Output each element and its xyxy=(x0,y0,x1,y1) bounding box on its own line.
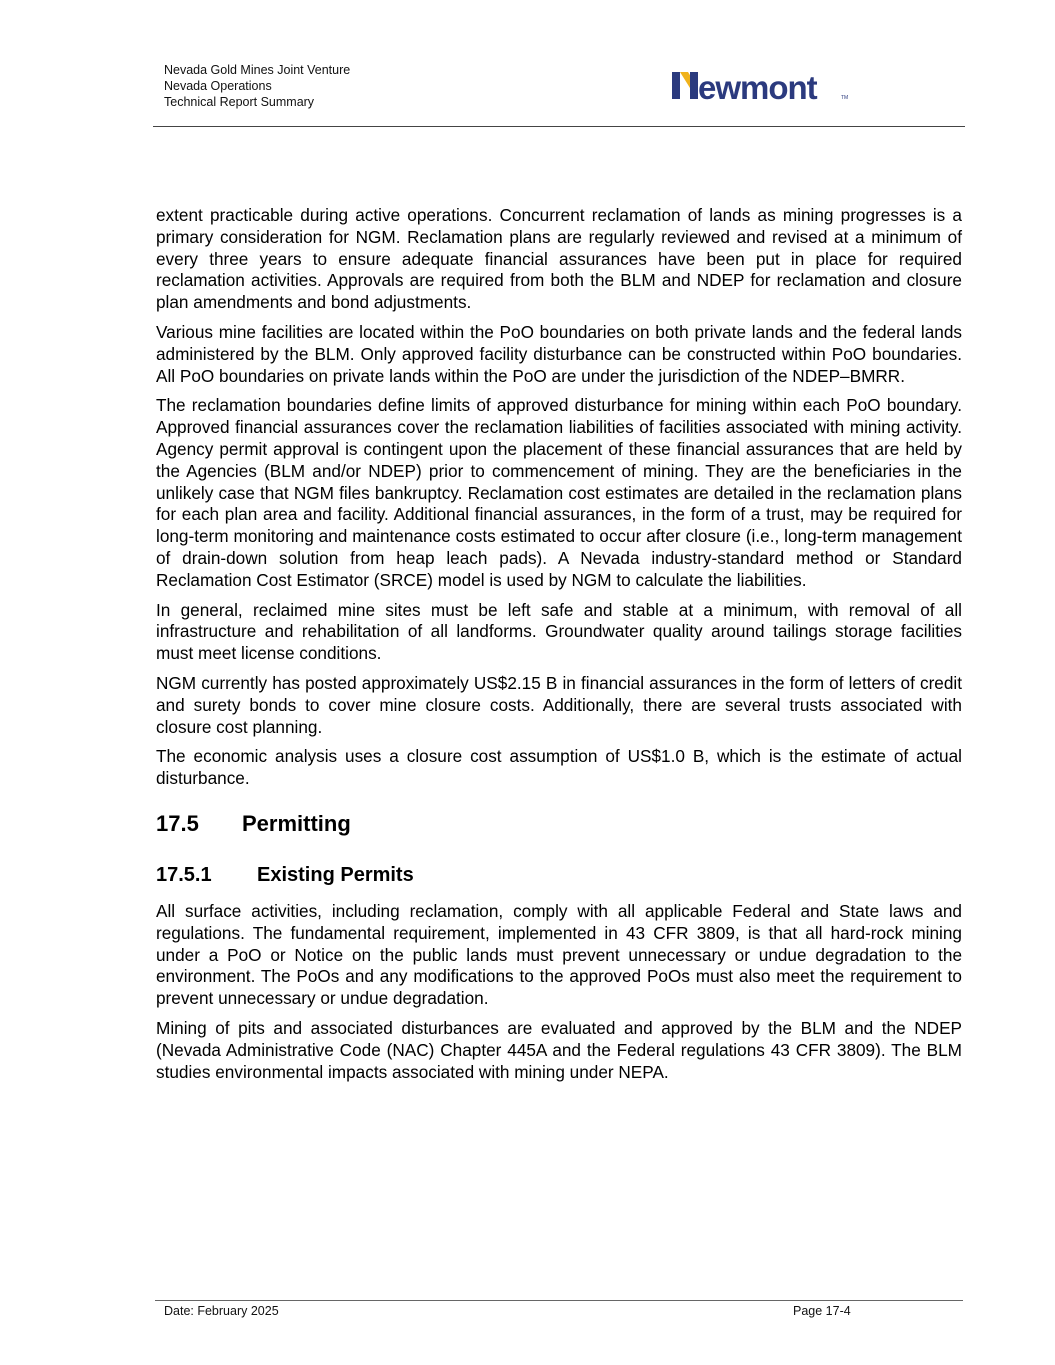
subsection-title: Existing Permits xyxy=(257,863,414,886)
page-content xyxy=(156,205,962,1091)
header-divider xyxy=(153,126,965,127)
subsection-number: 17.5.1 xyxy=(156,863,212,886)
footer-page-number: Page 17-4 xyxy=(793,1304,851,1318)
logo-n-left-stroke xyxy=(672,72,680,99)
page-header xyxy=(164,62,864,122)
body-paragraph: Mining of pits and associated disturbances are evaluated and approved by the BLM and the NDEP (Nevada Administrative Code (NAC) Chapter 445A and the Federal regulations 43 CFR 3809). The BLM studies environmental impacts associated with mining under NEPA. xyxy=(156,1017,962,1082)
newmont-logo-graphic xyxy=(671,66,851,106)
section-title: Permitting xyxy=(242,810,351,836)
header-line-company: Nevada Gold Mines Joint Venture xyxy=(164,63,351,77)
section-heading xyxy=(156,810,962,838)
body-paragraph: NGM currently has posted approximately US$2.15 B in financial assurances in the form of letters of credit and surety bonds to cover mine closure costs. Additionally, there are several trusts associated with closure cost planning. xyxy=(156,672,962,737)
footer-divider xyxy=(155,1300,963,1301)
logo-trademark: TM xyxy=(841,95,849,101)
header-line-report: Technical Report Summary xyxy=(164,95,315,109)
logo-n-right-stroke xyxy=(690,72,698,99)
header-line-operations: Nevada Operations xyxy=(164,79,272,93)
body-paragraph: In general, reclaimed mine sites must be left safe and stable at a minimum, with removal of all infrastructure and rehabilitation of all landforms. Groundwater quality around tailings storage facilities must meet license conditions. xyxy=(156,599,962,664)
logo-wordmark: ewmont xyxy=(698,69,817,106)
footer-date: Date: February 2025 xyxy=(164,1304,279,1318)
header-text-block xyxy=(164,62,350,110)
newmont-logo xyxy=(671,66,851,106)
body-paragraph: All surface activities, including reclamation, comply with all applicable Federal and State laws and regulations. The fundamental requirement, implemented in 43 CFR 3809, is that all hard-rock mining under a PoO or Notice on the public lands must prevent unnecessary or undue degradation to the environment. The PoOs and any modifications to the approved PoOs must also meet the requirement to prevent unnecessary or undue degradation. xyxy=(156,900,962,1009)
section-number: 17.5 xyxy=(156,810,199,836)
subsection-heading xyxy=(156,862,962,888)
body-paragraph: Various mine facilities are located within the PoO boundaries on both private lands and the federal lands administered by the BLM. Only approved facility disturbance can be constructed within PoO boundaries. All PoO boundaries on private lands within the PoO are under the jurisdiction of the NDEP–BMRR. xyxy=(156,321,962,386)
body-paragraph: extent practicable during active operations. Concurrent reclamation of lands as mining progresses is a primary consideration for NGM. Reclamation plans are regularly reviewed and revised at a minimum of every three years to ensure adequate financial assurances have been put in place for required reclamation activities. Approvals are required from both the BLM and NDEP for reclamation and closure plan amendments and bond adjustments. xyxy=(156,205,962,313)
body-paragraph: The reclamation boundaries define limits of approved disturbance for mining within each PoO boundary. Approved financial assurances cover the reclamation liabilities of facilities associated with mining activity. Agency permit approval is contingent upon the placement of these financial assurances that are held by the Agencies (BLM and/or NDEP) prior to commencement of mining. They are the beneficiaries in the unlikely case that NGM files bankruptcy. Reclamation cost estimates are detailed in the reclamation plans for each plan area and facility. Additional financial assurances, in the form of a trust, may be required for long-term monitoring and maintenance costs estimated to occur after closure (i.e., long-term management of drain-down solution from heap leach pads). A Nevada industry-standard method or Standard Reclamation Cost Estimator (SRCE) model is used by NGM to calculate the liabilities. xyxy=(156,395,962,590)
body-paragraph: The economic analysis uses a closure cost assumption of US$1.0 B, which is the estimate of actual disturbance. xyxy=(156,746,962,789)
